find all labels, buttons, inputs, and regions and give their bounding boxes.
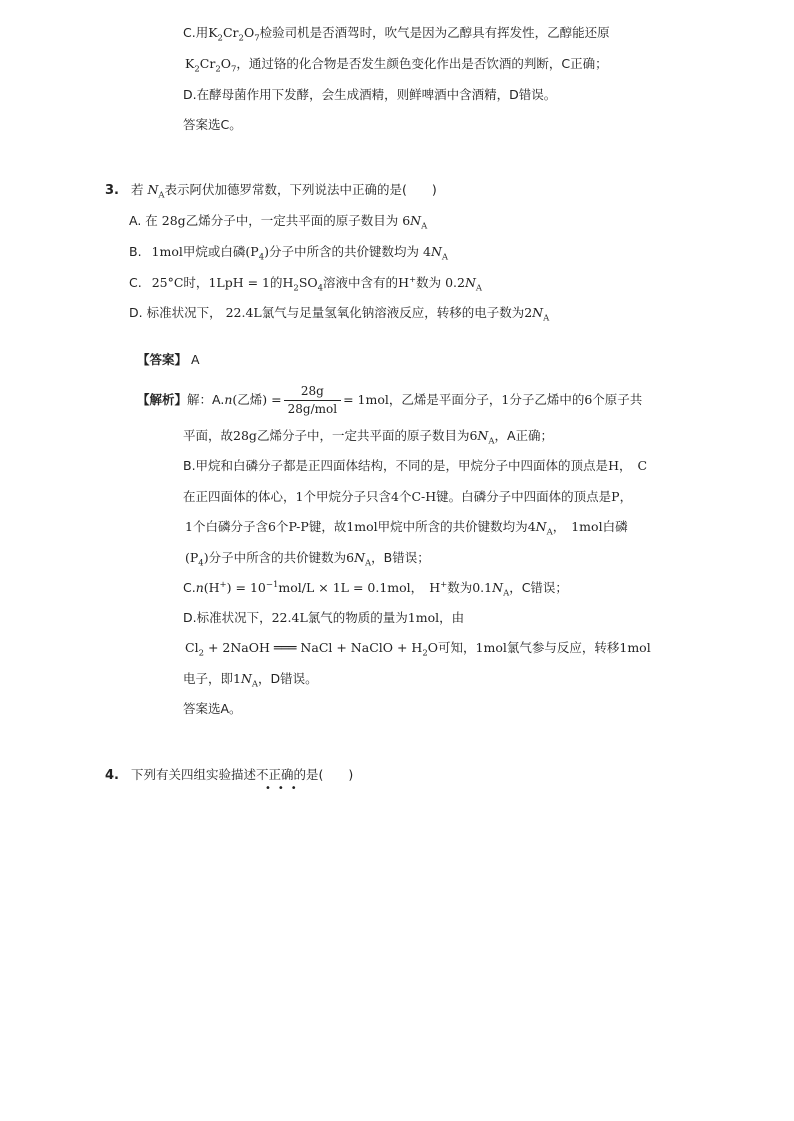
analysis-d-line1 — [183, 609, 464, 627]
math: 1mol — [619, 640, 651, 655]
value: 0.2 — [445, 275, 465, 290]
math: 22.4L — [271, 610, 308, 625]
value: 1 — [233, 671, 241, 686]
text: 分子乙烯中的 — [509, 392, 585, 407]
math: 28g — [233, 428, 257, 443]
text: 个原子共 — [592, 392, 643, 407]
formula-k2cr2o7: $K_2Cr_2O_7$ — [185, 56, 237, 75]
math: 1 — [501, 392, 510, 407]
option-label: B. — [129, 244, 142, 259]
math: 1mol — [151, 244, 183, 259]
text: ，C错误； — [509, 580, 568, 595]
option-label: D. 标准状况下， — [129, 305, 222, 320]
math: $4N_A$ — [527, 519, 553, 538]
explanation-c-line1 — [183, 24, 610, 42]
numerator: 28g — [284, 384, 341, 401]
text: 数为 — [416, 275, 442, 290]
eq-part: O — [427, 640, 438, 655]
math: $6N_A$ — [346, 550, 372, 569]
analysis-d-line3 — [183, 670, 318, 688]
expr: = 10 — [235, 580, 266, 595]
analysis-d-line2 — [185, 639, 651, 657]
na-symbol: $N_A$ — [147, 182, 165, 201]
math: 1mol — [475, 640, 507, 655]
question-3-stem — [105, 181, 437, 200]
text: 乙烯分子中，一定共平面的原子数目为 — [185, 213, 399, 228]
analysis-b-line1: B.甲烷和白磷分子都是正四面体结构，不同的是，甲烷分子中四面体的顶点是H， C — [183, 458, 648, 473]
fraction — [284, 384, 341, 417]
math: 1mol — [407, 610, 440, 625]
answer-value: A — [191, 352, 200, 367]
text: 个甲烷分子只含 — [303, 489, 391, 504]
text: 数为 — [447, 580, 473, 595]
text: 个白磷分子含 — [192, 519, 268, 534]
text: 白磷 — [602, 519, 628, 534]
analysis-a-line1 — [137, 382, 642, 418]
text: 个 — [398, 489, 412, 504]
text: 分子中所含的共价键数为 — [208, 550, 347, 565]
math: 28g — [161, 213, 186, 228]
math: $n(H^+) = 10^{-1}mol/L \times 1L = 0.1mol$ — [195, 579, 411, 595]
text: 键，故 — [308, 519, 347, 534]
text: 甲烷中所含的共价键数均为 — [377, 519, 528, 534]
text: 甲烷或白磷 — [182, 244, 246, 259]
option-a[interactable] — [129, 212, 427, 230]
math: 4 — [390, 489, 399, 504]
text: 在正四面体的体心， — [183, 489, 296, 504]
analysis-a-line2 — [183, 427, 553, 445]
math: $6N_A$ — [402, 213, 428, 232]
math: 1LpH = 1 — [208, 275, 270, 290]
math: $1N_A$ — [233, 671, 259, 690]
text: 下列有关四组实验描述不正确的是( ) — [130, 767, 354, 782]
text: ，B错误； — [371, 550, 430, 565]
text: 分子中所含的共价键数均为 — [269, 244, 420, 259]
explanation-answer: 答案选C。 — [183, 117, 242, 132]
option-label: C. — [129, 275, 142, 290]
math: 22.4L — [225, 305, 262, 320]
exponent: −1 — [265, 579, 279, 590]
value: 6 — [346, 550, 355, 565]
text: C.用 — [183, 25, 209, 40]
option-b[interactable] — [129, 243, 448, 261]
option-label: A. 在 — [129, 213, 158, 228]
math: = 1mol — [343, 392, 389, 407]
text: ，D错误。 — [258, 671, 318, 686]
math: C-H — [411, 489, 437, 504]
n-symbol: n — [224, 392, 233, 407]
math: C — [637, 458, 648, 473]
text: 表示阿伏加德罗常数，下列说法中正确的是( ) — [164, 182, 437, 197]
math: H — [608, 458, 619, 473]
math: $4N_A$ — [423, 244, 449, 263]
option-d[interactable] — [129, 304, 549, 322]
eq-part: + 2NaOH ═══ NaCl + NaClO + H — [207, 640, 423, 655]
answer-line — [137, 351, 200, 369]
math: P-P — [288, 519, 309, 534]
math: 6 — [584, 392, 593, 407]
text: 乙烯分子中，一定共平面的原子数目为 — [256, 428, 470, 443]
analysis-label: 【解析】 — [137, 392, 188, 407]
text: C. — [183, 580, 196, 595]
math: n(乙烯) = — [224, 392, 282, 407]
value: 6 — [402, 213, 411, 228]
eq-part: Cl — [185, 640, 199, 655]
text: 的 — [269, 275, 283, 290]
math: $0.2N_A$ — [445, 275, 483, 294]
value: 0.1 — [472, 580, 493, 595]
math: P — [611, 489, 620, 504]
text: 溶液中含有的 — [323, 275, 399, 290]
math: 1mol — [346, 519, 378, 534]
text: 若 — [130, 182, 144, 197]
value: 2 — [524, 305, 533, 320]
math: 1mol — [571, 519, 603, 534]
option-c[interactable] — [129, 274, 482, 292]
text: 平面，故 — [183, 428, 234, 443]
formula-h-plus: H+ — [398, 274, 417, 290]
value: 6 — [469, 428, 478, 443]
formula-p4: $(P_4)$ — [245, 244, 270, 263]
analysis-b-line4 — [185, 549, 430, 567]
text: 解：A. — [187, 392, 225, 407]
math: $2N_A$ — [524, 305, 550, 324]
question-number: 4. — [105, 768, 119, 783]
text: ，通过铬的化合物是否发生颜色变化作出是否饮酒的判断，C正确； — [236, 56, 608, 71]
text: B.甲烷和白磷分子都是正四面体结构，不同的是，甲烷分子中四面体的顶点是 — [183, 458, 609, 473]
text: 电子，即 — [183, 671, 234, 686]
text: D.标准状况下， — [183, 610, 272, 625]
math: $0.1N_A$ — [472, 580, 510, 599]
text: ，由 — [439, 610, 465, 625]
formula-k2cr2o7: $K_2Cr_2O_7$ — [208, 25, 260, 44]
formula-h-plus: H+ — [429, 579, 448, 595]
math: 6 — [267, 519, 276, 534]
text: 个 — [275, 519, 289, 534]
text: ，乙烯是平面分子， — [388, 392, 502, 407]
explanation-c-line2 — [185, 55, 608, 73]
text: 键。白磷分子中四面体的顶点是 — [436, 489, 612, 504]
text: 检验司机是否酒驾时，吹气是因为乙醇具有挥发性，乙醇能还原 — [259, 25, 610, 40]
formula-p4: $(P_4)$ — [185, 550, 209, 569]
math: 1 — [295, 489, 304, 504]
math: 25°C — [151, 275, 184, 290]
text: 氯气与足量氢氧化钠溶液反应，转移的电子数为 — [261, 305, 525, 320]
text: 时， — [183, 275, 209, 290]
analysis-b-line2: 在正四面体的体心，1个甲烷分子只含4个C-H键。白磷分子中四面体的顶点是P， — [183, 489, 633, 504]
analysis-answer: 答案选A。 — [183, 701, 242, 716]
explanation-d-line: D.在酵母菌作用下发酵，会生成酒精，则鲜啤酒中含酒精，D错误。 — [183, 87, 557, 102]
denominator: 28g/mol — [287, 402, 338, 416]
math: 1 — [185, 519, 193, 534]
value: 4 — [423, 244, 431, 259]
text: 氯气参与反应，转移 — [506, 640, 620, 655]
text: ，A正确； — [494, 428, 554, 443]
question-4-stem — [105, 766, 353, 785]
text: 可知， — [438, 640, 476, 655]
expr: mol/L × 1L = 0.1mol — [278, 580, 411, 595]
analysis-c-line: $C.n(H^+) = 10^{-1}mol/L \times 1L = 0.1mol$， H+数为$0.1N_A$，C错误； — [183, 579, 568, 599]
formula-h2so4: $H_2SO_4$ — [282, 275, 324, 294]
math: $6N_A$ — [469, 428, 495, 447]
question-number: 3. — [105, 183, 119, 198]
value: 4 — [527, 519, 536, 534]
answer-label: 【答案】 — [137, 352, 188, 367]
emphasis-dots: ••• — [265, 783, 304, 794]
text: 氯气的物质的量为 — [307, 610, 408, 625]
analysis-b-line3: 1个白磷分子含6个P-P键，故1mol甲烷中所含的共价键数均为$4N_A$， 1mol白磷 — [185, 519, 628, 538]
chemical-equation: $Cl_2$ + 2NaOH ═══ NaCl + NaClO + $H_2O$ — [185, 640, 438, 659]
text: 乙烯 — [237, 392, 263, 407]
